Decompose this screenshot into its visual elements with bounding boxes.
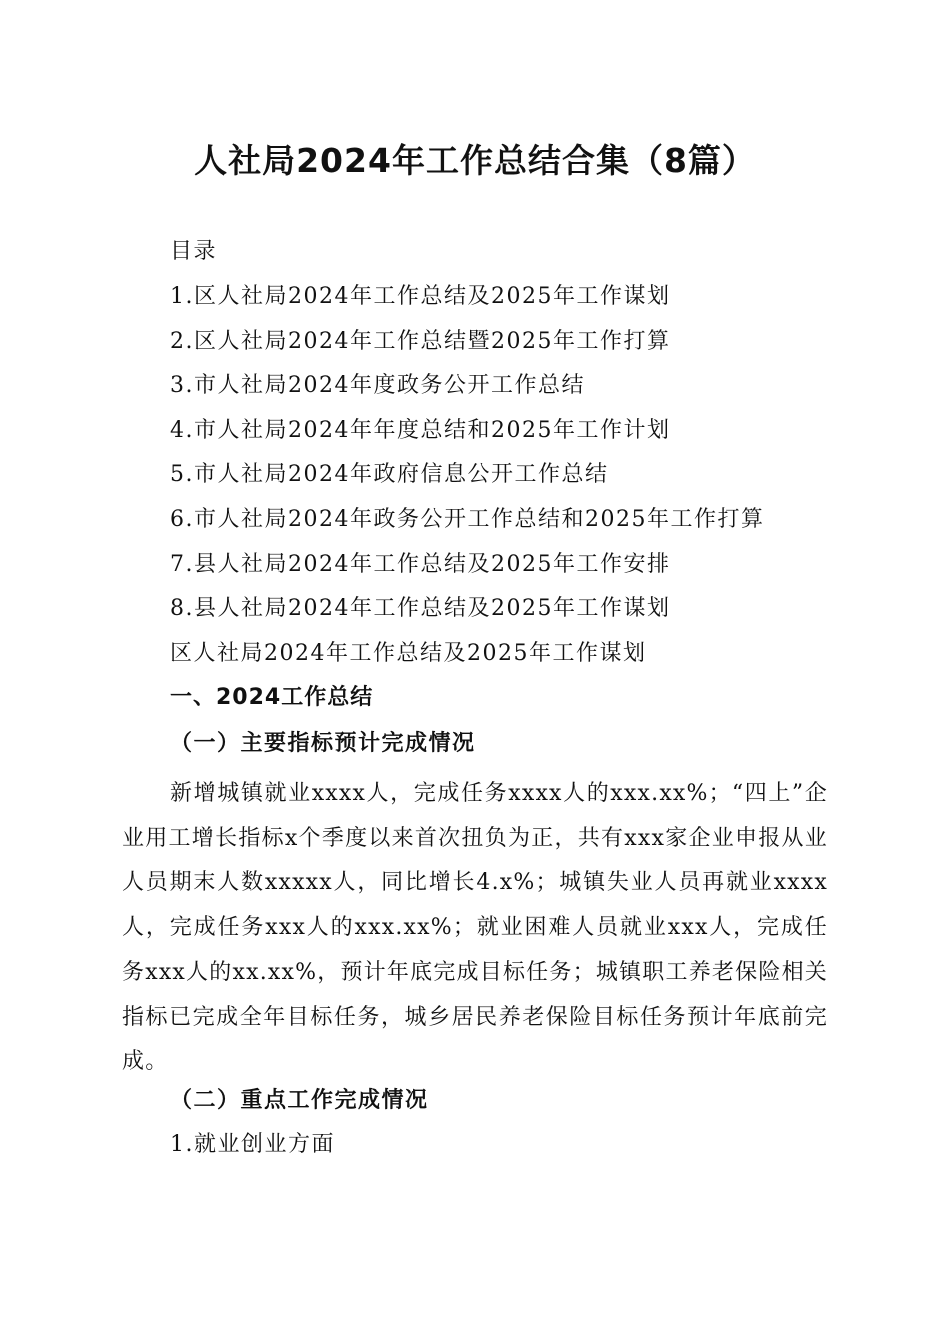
toc-item: 1.区人社局2024年工作总结及2025年工作谋划: [170, 284, 671, 309]
section-heading: 一、2024工作总结: [170, 685, 374, 710]
subsection-heading: （二）重点工作完成情况: [170, 1087, 429, 1113]
body-paragraph: 新增城镇就业xxxx人，完成任务xxxx人的xxx.xx%；“四上”企业用工增长指标x个季度以来首次扭负为正，共有xxx家企业申报从业人员期末人数xxxxx人，同比增长4.x%；城镇失业人员再就业xxxx人，完成任务xxx人的xxx.xx%；就业困难人员就业xxx人，完成任务xxx人的xx.xx%，预计年底完成目标任务；城镇职工养老保险相关指标已完成全年目标任务，城乡居民养老保险目标任务预计年底前完成。: [122, 781, 828, 1075]
toc-item: 4.市人社局2024年年度总结和2025年工作计划: [170, 418, 671, 443]
toc-item: 6.市人社局2024年政务公开工作总结和2025年工作打算: [170, 507, 765, 532]
toc-label: 目录: [170, 239, 218, 264]
subsection-heading: （一）主要指标预计完成情况: [170, 730, 476, 756]
toc-item: 7.县人社局2024年工作总结及2025年工作安排: [170, 552, 671, 577]
article-title: 区人社局2024年工作总结及2025年工作谋划: [170, 641, 647, 666]
toc-item: 8.县人社局2024年工作总结及2025年工作谋划: [170, 596, 671, 621]
toc-item: 5.市人社局2024年政府信息公开工作总结: [170, 462, 609, 487]
toc-item: 2.区人社局2024年工作总结暨2025年工作打算: [170, 329, 671, 354]
toc-item: 3.市人社局2024年度政务公开工作总结: [170, 373, 585, 398]
item-heading: 1.就业创业方面: [170, 1132, 335, 1157]
document-title: 人社局2024年工作总结合集（8篇）: [194, 141, 756, 180]
